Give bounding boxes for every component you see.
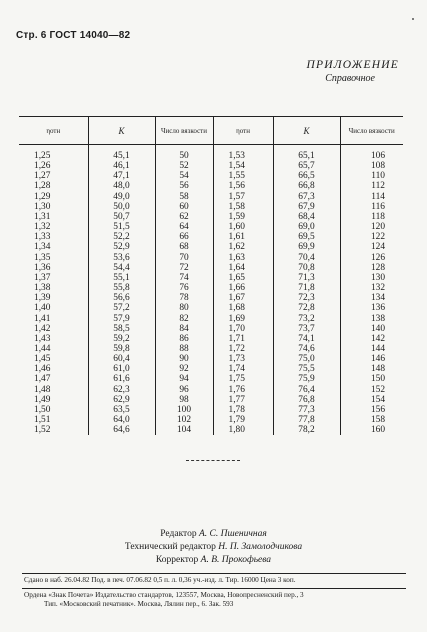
cell-viscosity-number: 80 xyxy=(155,303,213,313)
table-row xyxy=(19,192,403,202)
col-header-eta: ηотн xyxy=(213,117,273,145)
cell-viscosity-number: 66 xyxy=(155,232,213,242)
cell-viscosity-number: 88 xyxy=(155,344,213,354)
cell-eta: 1,70 xyxy=(213,324,273,334)
cell-viscosity-number: 120 xyxy=(340,222,403,232)
cell-eta: 1,72 xyxy=(213,344,273,354)
credit-corrector xyxy=(0,554,427,567)
credit-editor xyxy=(0,528,427,541)
cell-k: 61,0 xyxy=(88,364,155,374)
cell-k: 55,1 xyxy=(88,273,155,283)
cell-eta: 1,41 xyxy=(34,313,51,324)
cell-k: 72,3 xyxy=(273,293,340,303)
cell-viscosity-number: 118 xyxy=(340,212,403,222)
cell-eta: 1,29 xyxy=(34,191,51,202)
cell-viscosity-number: 150 xyxy=(340,374,403,384)
credit-tech-name: Н. П. Замолодчикова xyxy=(218,542,303,552)
credits-block xyxy=(0,528,427,567)
cell-k: 62,9 xyxy=(88,395,155,405)
cell-viscosity-number: 98 xyxy=(155,395,213,405)
cell-eta: 1,34 xyxy=(34,242,51,253)
cell-k: 59,2 xyxy=(88,334,155,344)
table-row xyxy=(19,334,403,344)
cell-viscosity-number: 134 xyxy=(340,293,403,303)
cell-eta: 1,47 xyxy=(34,374,51,385)
cell-viscosity-number: 62 xyxy=(155,212,213,222)
cell-viscosity-number: 60 xyxy=(155,202,213,212)
cell-viscosity-number: 108 xyxy=(340,161,403,171)
cell-eta: 1,73 xyxy=(213,354,273,364)
cell-k: 75,5 xyxy=(273,364,340,374)
cell-eta: 1,57 xyxy=(213,192,273,202)
cell-k: 76,4 xyxy=(273,385,340,395)
cell-eta: 1,25 xyxy=(34,151,51,161)
cell-viscosity-number: 86 xyxy=(155,334,213,344)
table-body xyxy=(19,145,403,436)
table-row xyxy=(19,283,403,293)
cell-viscosity-number: 132 xyxy=(340,283,403,293)
imprint-rule-top xyxy=(22,573,406,574)
cell-k: 60,4 xyxy=(88,354,155,364)
cell-k: 70,8 xyxy=(273,263,340,273)
appendix-subtitle: Справочное xyxy=(325,73,375,84)
cell-eta: 1,66 xyxy=(213,283,273,293)
cell-k: 69,9 xyxy=(273,242,340,252)
cell-viscosity-number: 154 xyxy=(340,395,403,405)
cell-k: 58,5 xyxy=(88,324,155,334)
cell-k: 70,4 xyxy=(273,253,340,263)
col-header-viscosity-number: Число вязкости xyxy=(340,117,403,145)
cell-eta: 1,31 xyxy=(34,211,51,222)
cell-k: 67,3 xyxy=(273,192,340,202)
cell-k: 74,1 xyxy=(273,334,340,344)
cell-k: 66,8 xyxy=(273,181,340,191)
credit-tech-editor xyxy=(0,541,427,554)
cell-eta: 1,58 xyxy=(213,202,273,212)
table-row xyxy=(19,232,403,242)
cell-viscosity-number: 96 xyxy=(155,385,213,395)
cell-k: 77,8 xyxy=(273,415,340,425)
credit-corrector-label: Корректор xyxy=(155,555,199,565)
cell-viscosity-number: 126 xyxy=(340,253,403,263)
cell-k: 50,7 xyxy=(88,212,155,222)
cell-eta: 1,32 xyxy=(34,222,51,233)
table-row xyxy=(19,395,403,405)
cell-eta: 1,61 xyxy=(213,232,273,242)
cell-viscosity-number: 122 xyxy=(340,232,403,242)
table-row xyxy=(19,202,403,212)
cell-viscosity-number: 148 xyxy=(340,364,403,374)
table-row xyxy=(19,324,403,334)
table-row xyxy=(19,171,403,181)
cell-viscosity-number: 74 xyxy=(155,273,213,283)
cell-eta: 1,43 xyxy=(34,333,51,344)
imprint-rule-bottom xyxy=(22,588,406,589)
cell-eta: 1,42 xyxy=(34,323,51,334)
cell-viscosity-number: 54 xyxy=(155,171,213,181)
cell-viscosity-number: 72 xyxy=(155,263,213,273)
cell-viscosity-number: 102 xyxy=(155,415,213,425)
cell-eta: 1,30 xyxy=(34,201,51,212)
cell-eta: 1,79 xyxy=(213,415,273,425)
cell-viscosity-number: 128 xyxy=(340,263,403,273)
cell-viscosity-number: 116 xyxy=(340,202,403,212)
cell-eta: 1,49 xyxy=(34,394,51,405)
table-row xyxy=(19,344,403,354)
cell-eta: 1,59 xyxy=(213,212,273,222)
cell-eta: 1,53 xyxy=(213,151,273,161)
table-row xyxy=(19,415,403,425)
appendix-title: ПРИЛОЖЕНИЕ xyxy=(306,59,399,71)
page-header: Стр. 6 ГОСТ 14040—82 xyxy=(16,30,131,41)
cell-viscosity-number: 64 xyxy=(155,222,213,232)
cell-viscosity-number: 144 xyxy=(340,344,403,354)
table-row xyxy=(19,374,403,384)
cell-viscosity-number: 114 xyxy=(340,192,403,202)
cell-k: 65,1 xyxy=(273,151,340,161)
cell-eta: 1,54 xyxy=(213,161,273,171)
cell-k: 76,8 xyxy=(273,395,340,405)
cell-k: 49,0 xyxy=(88,192,155,202)
cell-eta: 1,28 xyxy=(34,181,51,192)
credit-editor-label: Редактор xyxy=(160,529,197,539)
cell-viscosity-number: 90 xyxy=(155,354,213,364)
cell-eta: 1,36 xyxy=(34,262,51,273)
cell-k: 51,5 xyxy=(88,222,155,232)
cell-k: 65,7 xyxy=(273,161,340,171)
credit-tech-label: Технический редактор xyxy=(124,542,216,552)
cell-k: 55,8 xyxy=(88,283,155,293)
cell-k: 50,0 xyxy=(88,202,155,212)
cell-eta: 1,38 xyxy=(34,283,51,294)
cell-viscosity-number: 78 xyxy=(155,293,213,303)
cell-eta: 1,50 xyxy=(34,404,51,415)
cell-viscosity-number: 112 xyxy=(340,181,403,191)
cell-eta: 1,55 xyxy=(213,171,273,181)
cell-viscosity-number: 58 xyxy=(155,192,213,202)
table-row xyxy=(19,385,403,395)
cell-eta: 1,45 xyxy=(34,354,51,365)
cell-k: 68,4 xyxy=(273,212,340,222)
imprint-line-1: Сдано в наб. 26.04.82 Под. в печ. 07.06.82 0,5 п. л. 0,36 уч.-изд. л. Тир. 16000 Цена 3 коп. xyxy=(24,576,296,584)
cell-viscosity-number: 94 xyxy=(155,374,213,384)
cell-k: 57,2 xyxy=(88,303,155,313)
cell-viscosity-number: 160 xyxy=(340,425,403,435)
separator-line xyxy=(186,460,240,461)
cell-viscosity-number: 136 xyxy=(340,303,403,313)
cell-eta: 1,52 xyxy=(34,425,51,436)
cell-eta: 1,48 xyxy=(34,384,51,395)
cell-k: 53,6 xyxy=(88,253,155,263)
col-header-k: K xyxy=(273,117,340,145)
cell-k: 75,0 xyxy=(273,354,340,364)
cell-k: 63,5 xyxy=(88,405,155,415)
cell-viscosity-number: 100 xyxy=(155,405,213,415)
cell-viscosity-number: 52 xyxy=(155,161,213,171)
cell-k: 73,2 xyxy=(273,314,340,324)
table-row xyxy=(19,181,403,191)
cell-k: 71,8 xyxy=(273,283,340,293)
cell-k: 72,8 xyxy=(273,303,340,313)
cell-eta: 1,44 xyxy=(34,343,51,354)
cell-k: 57,9 xyxy=(88,314,155,324)
cell-viscosity-number: 152 xyxy=(340,385,403,395)
col-header-viscosity-number: Число вязкости xyxy=(155,117,213,145)
table-row xyxy=(19,222,403,232)
cell-viscosity-number: 110 xyxy=(340,171,403,181)
table-row xyxy=(19,212,403,222)
cell-k: 47,1 xyxy=(88,171,155,181)
cell-k: 48,0 xyxy=(88,181,155,191)
cell-eta: 1,65 xyxy=(213,273,273,283)
cell-eta: 1,60 xyxy=(213,222,273,232)
cell-k: 64,6 xyxy=(88,425,155,435)
cell-eta: 1,63 xyxy=(213,253,273,263)
cell-viscosity-number: 92 xyxy=(155,364,213,374)
cell-eta: 1,46 xyxy=(34,364,51,375)
cell-viscosity-number: 70 xyxy=(155,253,213,263)
cell-eta: 1,33 xyxy=(34,232,51,243)
cell-eta: 1,71 xyxy=(213,334,273,344)
cell-eta: 1,35 xyxy=(34,252,51,263)
table-row xyxy=(19,425,403,435)
cell-eta: 1,40 xyxy=(34,303,51,314)
table-row xyxy=(19,263,403,273)
cell-k: 56,6 xyxy=(88,293,155,303)
cell-k: 69,5 xyxy=(273,232,340,242)
viscosity-table xyxy=(19,116,403,435)
cell-viscosity-number: 56 xyxy=(155,181,213,191)
cell-k: 71,3 xyxy=(273,273,340,283)
table-row xyxy=(19,253,403,263)
cell-k: 52,2 xyxy=(88,232,155,242)
cell-eta: 1,76 xyxy=(213,385,273,395)
cell-viscosity-number: 140 xyxy=(340,324,403,334)
cell-eta: 1,69 xyxy=(213,314,273,324)
cell-k: 59,8 xyxy=(88,344,155,354)
table-row xyxy=(19,354,403,364)
credit-corrector-name: А. В. Прокофьева xyxy=(200,555,272,565)
table-row xyxy=(19,151,403,161)
table-row xyxy=(19,314,403,324)
cell-eta: 1,27 xyxy=(34,171,51,182)
cell-eta: 1,39 xyxy=(34,293,51,304)
speck-dot xyxy=(412,18,414,20)
cell-k: 52,9 xyxy=(88,242,155,252)
cell-viscosity-number: 68 xyxy=(155,242,213,252)
cell-viscosity-number: 142 xyxy=(340,334,403,344)
cell-k: 75,9 xyxy=(273,374,340,384)
cell-k: 74,6 xyxy=(273,344,340,354)
cell-k: 69,0 xyxy=(273,222,340,232)
table-row xyxy=(19,293,403,303)
col-header-k: K xyxy=(88,117,155,145)
cell-k: 64,0 xyxy=(88,415,155,425)
cell-eta: 1,62 xyxy=(213,242,273,252)
cell-eta: 1,80 xyxy=(213,425,273,435)
cell-k: 61,6 xyxy=(88,374,155,384)
cell-viscosity-number: 84 xyxy=(155,324,213,334)
credit-editor-name: А. С. Пшеничная xyxy=(198,529,267,539)
table-row xyxy=(19,242,403,252)
cell-k: 54,4 xyxy=(88,263,155,273)
table-header-row xyxy=(19,117,403,145)
cell-k: 77,3 xyxy=(273,405,340,415)
cell-eta: 1,26 xyxy=(34,161,51,172)
cell-k: 45,1 xyxy=(88,151,155,161)
cell-k: 78,2 xyxy=(273,425,340,435)
cell-viscosity-number: 156 xyxy=(340,405,403,415)
cell-eta: 1,77 xyxy=(213,395,273,405)
table-row xyxy=(19,405,403,415)
table-row xyxy=(19,364,403,374)
cell-eta: 1,75 xyxy=(213,374,273,384)
cell-k: 62,3 xyxy=(88,385,155,395)
cell-k: 66,5 xyxy=(273,171,340,181)
table-row xyxy=(19,161,403,171)
table-row xyxy=(19,303,403,313)
cell-viscosity-number: 158 xyxy=(340,415,403,425)
cell-viscosity-number: 82 xyxy=(155,314,213,324)
cell-viscosity-number: 50 xyxy=(155,151,213,161)
cell-viscosity-number: 138 xyxy=(340,314,403,324)
cell-eta: 1,51 xyxy=(34,415,51,426)
cell-k: 46,1 xyxy=(88,161,155,171)
cell-eta: 1,56 xyxy=(213,181,273,191)
cell-eta: 1,78 xyxy=(213,405,273,415)
cell-eta: 1,37 xyxy=(34,272,51,283)
table-row xyxy=(19,273,403,283)
cell-eta: 1,64 xyxy=(213,263,273,273)
col-header-eta: ηотн xyxy=(19,117,88,145)
cell-k: 67,9 xyxy=(273,202,340,212)
cell-viscosity-number: 124 xyxy=(340,242,403,252)
cell-viscosity-number: 130 xyxy=(340,273,403,283)
cell-eta: 1,74 xyxy=(213,364,273,374)
cell-viscosity-number: 146 xyxy=(340,354,403,364)
cell-viscosity-number: 106 xyxy=(340,151,403,161)
cell-eta: 1,67 xyxy=(213,293,273,303)
imprint-line-2: Ордена «Знак Почета» Издательство стандартов, 123557, Москва, Новопресненский пер., 3 xyxy=(24,591,304,599)
cell-viscosity-number: 104 xyxy=(155,425,213,435)
cell-viscosity-number: 76 xyxy=(155,283,213,293)
cell-eta: 1,68 xyxy=(213,303,273,313)
imprint-line-3: Тип. «Московский печатник». Москва, Лялин пер., 6. Зак. 593 xyxy=(44,600,234,608)
cell-k: 73,7 xyxy=(273,324,340,334)
